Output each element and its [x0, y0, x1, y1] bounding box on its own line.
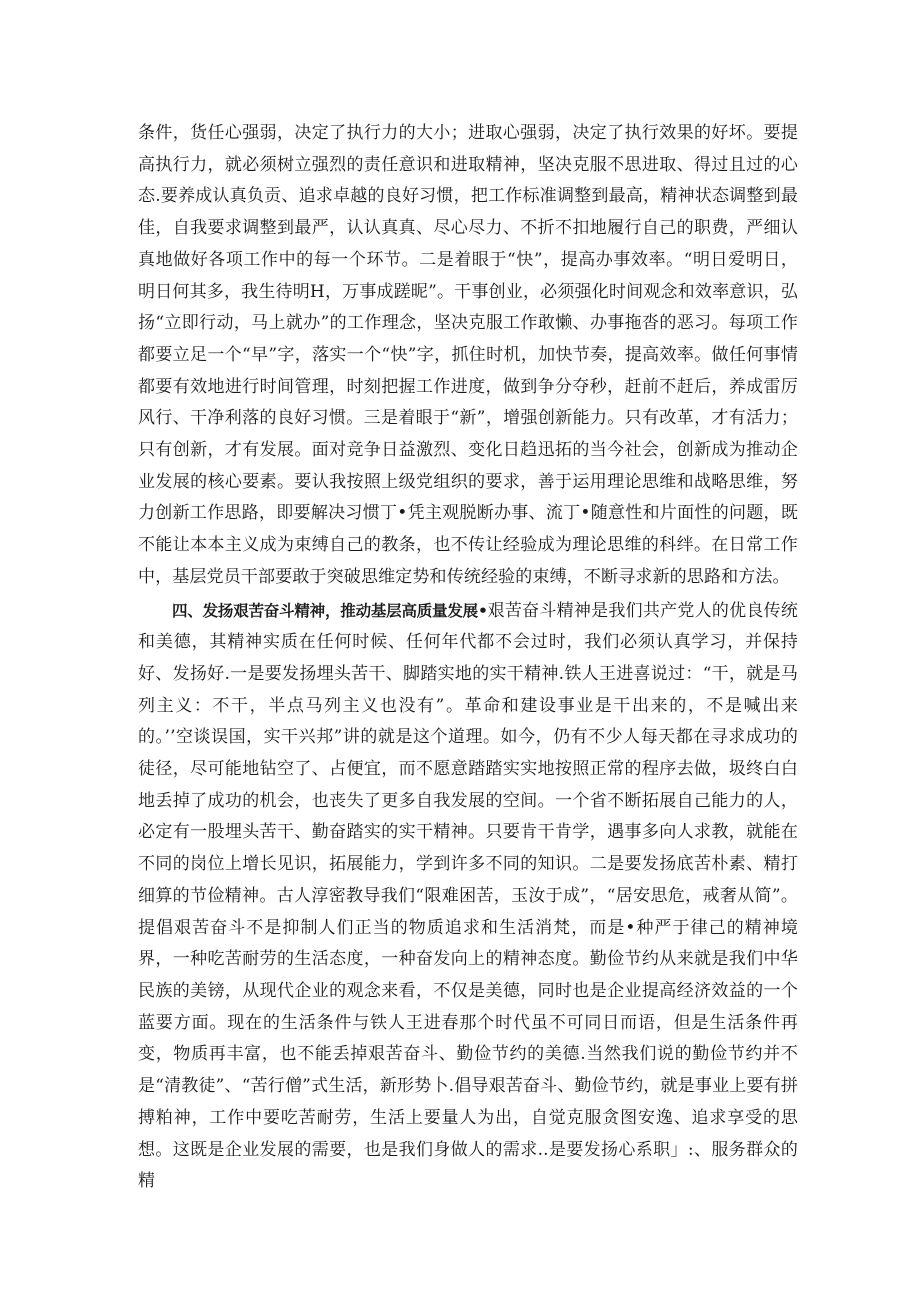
- paragraph-hard-work-spirit: [138, 596, 798, 1198]
- paragraph-execution-efficiency-innovation: 条件，货任心强弱，决定了执行力的大小；进取心强弱，决定了执行效果的好坏。要提高执行力，就必须树立强烈的责任意识和进取精神，坚决克服不思进取、得过且过的心态.要养成认真负贡、追求卓越的良好习惯，把工作标准调整到最高，精神状态调整到最佳，自我要求调整到最严，认认真真、尽心尽力、不折不扣地履行自己的职费，严细认真地做好各项工作中的每一个环节。二是着眼于“快”，提高办事效率。“明日爱明日，明日何其多，我生待明H，万事成蹉昵”。干事创业，必须强化时间观念和效率意识，弘扬“立即行动，马上就办”的工作理念，坚决克服工作敢懒、办事拖沓的恶习。每项工作都要立足一个“早”字，落实一个“快”字，抓住时机，加快节奏，提高效率。做任何事情都要有效地进行时间管理，时刻把握工作进度，做到争分夺秒，赶前不赶后，养成雷厉风行、干净利落的良好习惯。三是着眼于“新”，增强创新能力。只有改革，才有活力；只有创新，才有发展。面对竞争日益激烈、变化日趋迅拓的当今社会，创新成为推动企业发展的核心要素。要认我按照上级党组织的要求，善于运用理论思维和战略思维，努力创新工作思路，即要解决习惯丁•凭主观脱断办事、流丁•随意性和片面性的问题，既不能让本本主义成为束缚自己的教条，也不传让经验成为理论思维的科绊。在日常工作中，基层党员干部要敢于突破思维定势和传统经验的束缚，不断寻求新的思路和方法。: [138, 123, 798, 587]
- body-text: [138, 118, 798, 1198]
- section-heading-four: 四、发扬艰苦奋斗精神，推动基层高质量发展•: [172, 601, 488, 620]
- section-four-body: 艰苦奋斗精神是我们共产党人的优良传统和美德，其精神实质在任何时候、任何年代都不会过时，我们必须认真学习，并保持好、发扬好.一是要发扬埋头苦干、脚踏实地的实干精神.铁人王进喜说过：“干，就是马列主义：不干，半点马列主义也没有”。革命和建设事业是干出来的，不是喊出来的。’’空谈误国，实干兴邦”讲的就是这个道理。如今，仍有不少人每天都在寻求成功的徒径，尽可能地钻空了、占便宜，而不愿意踏踏实实地按照正常的程序去做，圾终白白地丢掉了成功的机会，也丧失了更多自我发展的空间。一个省不断拓展自己能力的人，必定有一股埋头苦干、勤奋踏实的实干精神。只要肯干肯学，遇事多向人求教，就能在不同的岗位上增长见识，拓展能力，学到许多不同的知识。二是要发扬底苦朴素、精打细算的节俭精神。古人淳密教导我们“限难困苦，玉汝于成”，“居安思危，戒奢从简”。提倡艰苦奋斗不是抑制人们正当的物质追求和生活消梵，而是•种严于律己的精神境界，一种吃苦耐劳的生活态度，一种奋发向上的精神态度。勤俭节约从来就是我们中华民族的美镑，从现代企业的观念来看，不仅是美德，同时也是企业提高经济效益的一个蓝要方面。现在的生活条件与铁人王进春那个时代虽不可同日而语，但是生活条件再变，物质再丰富，也不能丢掉艰苦奋斗、勤俭节约的美德.当然我们说的勤俭节约并不是“清教徒”、“苦行僧”式生活，新形势卜.倡导艰苦奋斗、勤俭节约，就是事业上要有拼搏粕神，工作中要吃苦耐劳，生活上要量人为出，自觉克服贪图安逸、追求享受的思想。这既是企业发展的需要，也是我们身做人的需求..是要发扬心系职」:、服务群众的精: [138, 600, 799, 1192]
